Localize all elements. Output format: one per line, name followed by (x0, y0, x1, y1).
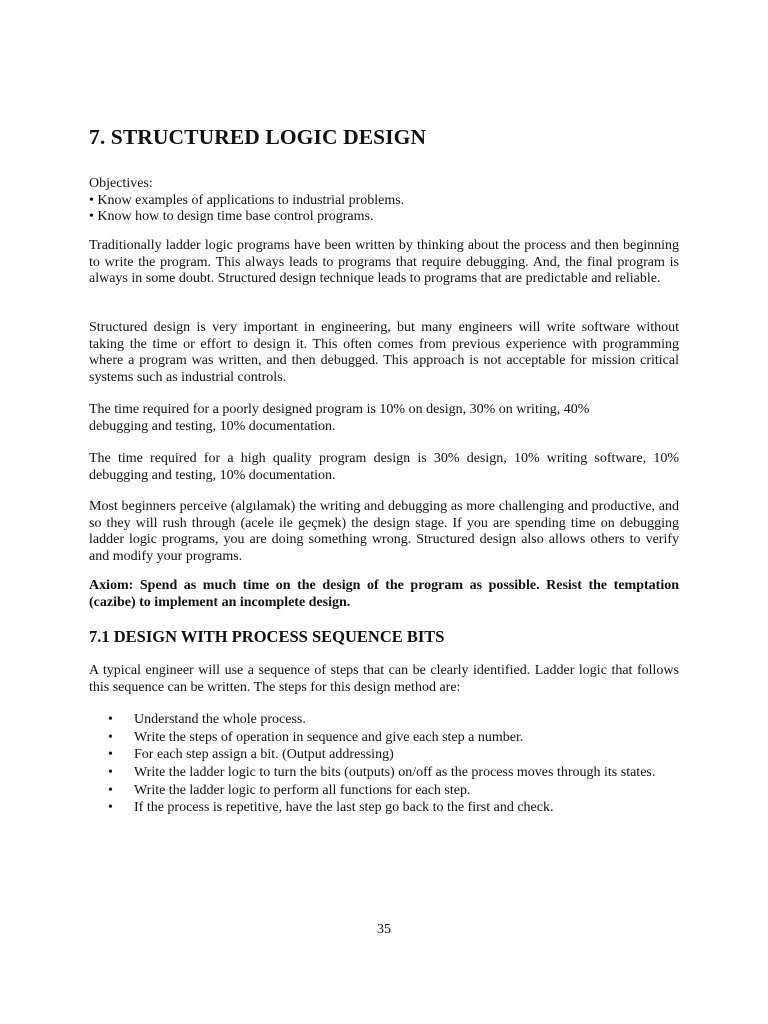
paragraph-quality-design-time: The time required for a high quality program design is 30% design, 10% writing software, 10% debugging and testing, 10% documentation. (89, 451, 679, 483)
objective-item: • Know how to design time base control programs. (89, 209, 374, 225)
bullet: • (108, 712, 113, 727)
paragraph-structured-design: Structured design is very important in engineering, but many engineers will write software without taking the time or effort to design it. This often comes from previous experience with programming where a program was written, and then debugged. This approach is not acceptable for mission critical systems such as industrial controls. (89, 320, 679, 385)
objectives-block (89, 176, 679, 226)
list-item-text: Understand the whole process. (134, 712, 306, 727)
list-item (89, 800, 679, 817)
axiom-statement: Axiom: Spend as much time on the design of the program as possible. Resist the temptation (cazibe) to implement an incomplete design. (89, 578, 679, 610)
design-steps-list (89, 712, 679, 818)
bullet: • (108, 729, 113, 745)
section-intro: A typical engineer will use a sequence of steps that can be clearly identified. Ladder logic that follows this sequence can be written. The steps for this design method are: (89, 663, 679, 695)
bullet: • (108, 765, 113, 781)
list-item-text: For each step assign a bit. (Output addressing) (134, 747, 394, 763)
bullet: • (108, 782, 113, 798)
list-item (89, 747, 679, 764)
bullet: • (108, 800, 113, 816)
list-item-text: Write the ladder logic to turn the bits (outputs) on/off as the process moves through its states. (134, 765, 656, 781)
paragraph-traditional-ladder: Traditionally ladder logic programs have been written by thinking about the process and then beginning to write the program. This always leads to programs that require debugging. And, the final program is always in some doubt. Structured design technique leads to programs that are predictable and reliable. (89, 238, 679, 286)
paragraph-poor-design-time: The time required for a poorly designed program is 10% on design, 30% on writing, 40% debugging and testing, 10% documentation. (89, 402, 590, 434)
paragraph-beginners: Most beginners perceive (algılamak) the writing and debugging as more challenging and productive, and so they will rush through (acele ile geçmek) the design stage. If you are spending time on debugging ladder logic programs, you are doing something wrong. Structured design also allows others to verify and modify your programs. (89, 499, 679, 564)
section-title: 7.1 DESIGN WITH PROCESS SEQUENCE BITS (89, 627, 445, 646)
bullet: • (108, 747, 113, 763)
list-item-text: Write the steps of operation in sequence and give each step a number. (134, 729, 524, 745)
list-item (89, 730, 679, 747)
objective-item: • Know examples of applications to industrial problems. (89, 192, 405, 208)
list-item (89, 712, 679, 729)
page-number: 35 (377, 922, 391, 937)
list-item (89, 765, 679, 782)
chapter-title: 7. STRUCTURED LOGIC DESIGN (89, 125, 427, 149)
list-item (89, 783, 679, 800)
list-item-text: If the process is repetitive, have the last step go back to the first and check. (134, 800, 554, 816)
objectives-heading: Objectives: (89, 176, 153, 191)
list-item-text: Write the ladder logic to perform all functions for each step. (134, 782, 471, 798)
